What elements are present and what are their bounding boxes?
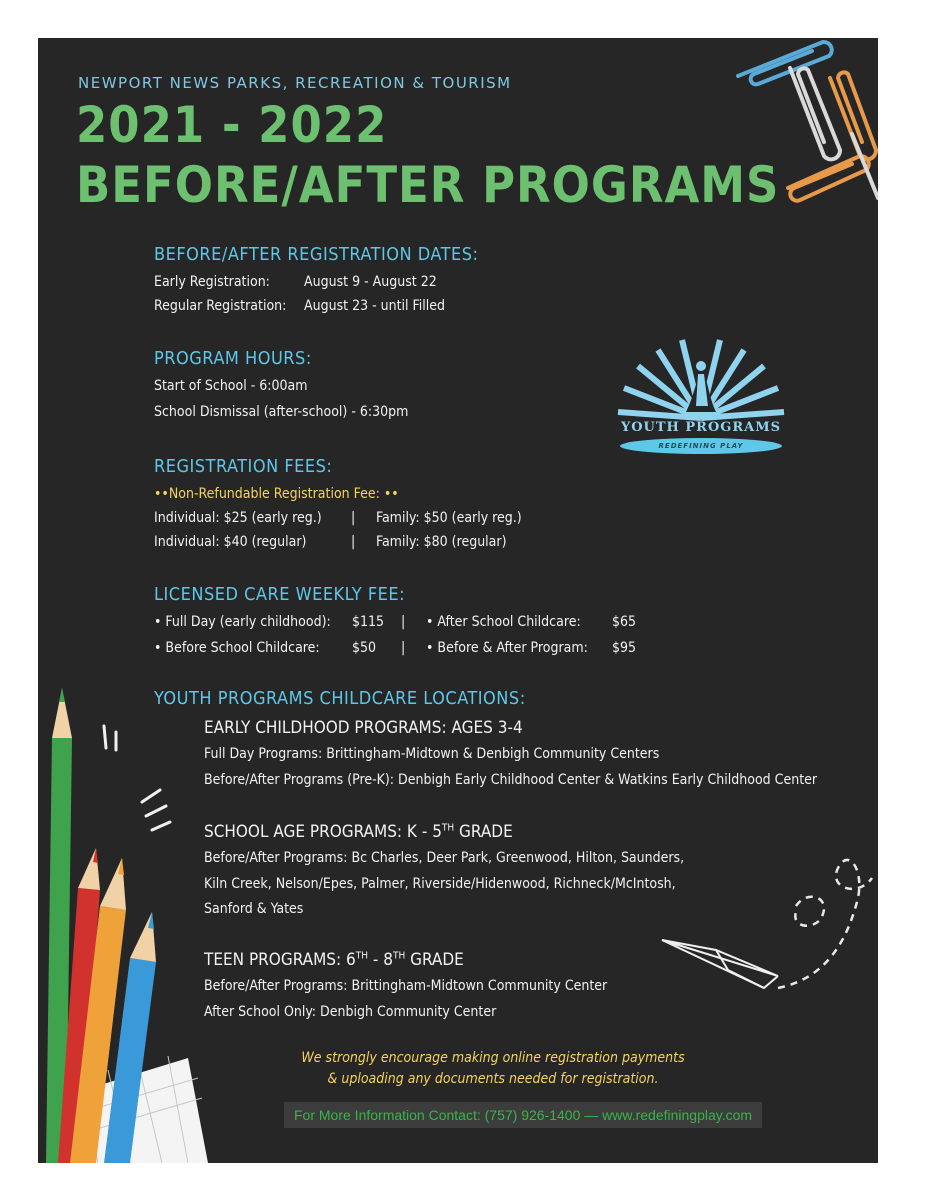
organization-name: NEWPORT NEWS PARKS, RECREATION & TOURISM (78, 74, 512, 92)
sunburst-icon (612, 336, 790, 426)
location-line: After School Only: Denbigh Community Center (204, 1004, 497, 1020)
weekly-fee-separator: | (401, 640, 406, 656)
fee-separator: | (351, 510, 356, 526)
weekly-fee-heading: LICENSED CARE WEEKLY FEE: (154, 584, 406, 605)
youth-programs-logo (612, 336, 790, 458)
weekly-fee-price: $115 (352, 614, 385, 630)
non-refundable-note: ••Non-Refundable Registration Fee: •• (154, 486, 399, 502)
logo-tagline: REDEFINING PLAY (620, 438, 782, 454)
early-registration-label: Early Registration: (154, 274, 270, 290)
early-registration-dates: August 9 - August 22 (304, 274, 437, 290)
weekly-fee-price: $50 (352, 640, 377, 656)
online-payment-note: We strongly encourage making online registration payments (301, 1050, 685, 1066)
early-childhood-title: EARLY CHILDHOOD PROGRAMS: AGES 3-4 (204, 718, 523, 738)
registration-dates-heading: BEFORE/AFTER REGISTRATION DATES: (154, 244, 479, 265)
hours-line: Start of School - 6:00am (154, 378, 308, 394)
paper-plane-icon (658, 828, 878, 998)
title-programs: BEFORE/AFTER PROGRAMS (76, 156, 780, 214)
program-hours-heading: PROGRAM HOURS: (154, 348, 312, 369)
weekly-fee-price: $95 (612, 640, 637, 656)
fee-individual: Individual: $25 (early reg.) (154, 510, 322, 526)
chalkboard-flyer (38, 38, 878, 1163)
school-age-title: SCHOOL AGE PROGRAMS: K - 5TH GRADE (204, 822, 513, 842)
hours-line: School Dismissal (after-school) - 6:30pm (154, 404, 409, 420)
fee-separator: | (351, 534, 356, 550)
fee-family: Family: $80 (regular) (376, 534, 507, 550)
location-line: Kiln Creek, Nelson/Epes, Palmer, Riverside/Hidenwood, Richneck/McIntosh, (204, 876, 676, 892)
contact-info: For More Information Contact: (757) 926-1400 — www.redefiningplay.com (284, 1102, 762, 1128)
paperclips-decoration (728, 38, 878, 238)
location-line: Before/After Programs (Pre-K): Denbigh Early Childhood Center & Watkins Early Childhood Center (204, 772, 818, 788)
weekly-fee-label: • Before School Childcare: (154, 640, 320, 656)
fee-individual: Individual: $40 (regular) (154, 534, 307, 550)
teen-programs-title: TEEN PROGRAMS: 6TH - 8TH GRADE (204, 950, 464, 970)
logo-name: YOUTH PROGRAMS (620, 420, 782, 435)
fee-family: Family: $50 (early reg.) (376, 510, 522, 526)
pencils-decoration (38, 678, 208, 1163)
title-years: 2021 - 2022 (76, 96, 388, 154)
location-line: Before/After Programs: Bc Charles, Deer Park, Greenwood, Hilton, Saunders, (204, 850, 685, 866)
location-line: Full Day Programs: Brittingham-Midtown & Denbigh Community Centers (204, 746, 660, 762)
weekly-fee-price: $65 (612, 614, 637, 630)
weekly-fee-label: • Before & After Program: (426, 640, 588, 656)
location-line: Before/After Programs: Brittingham-Midtown Community Center (204, 978, 608, 994)
online-payment-note: & uploading any documents needed for registration. (327, 1071, 659, 1087)
weekly-fee-separator: | (401, 614, 406, 630)
registration-fees-heading: REGISTRATION FEES: (154, 456, 333, 477)
regular-registration-label: Regular Registration: (154, 298, 287, 314)
locations-heading: YOUTH PROGRAMS CHILDCARE LOCATIONS: (154, 688, 526, 709)
weekly-fee-label: • Full Day (early childhood): (154, 614, 331, 630)
regular-registration-dates: August 23 - until Filled (304, 298, 446, 314)
location-line: Sanford & Yates (204, 901, 304, 917)
weekly-fee-label: • After School Childcare: (426, 614, 581, 630)
